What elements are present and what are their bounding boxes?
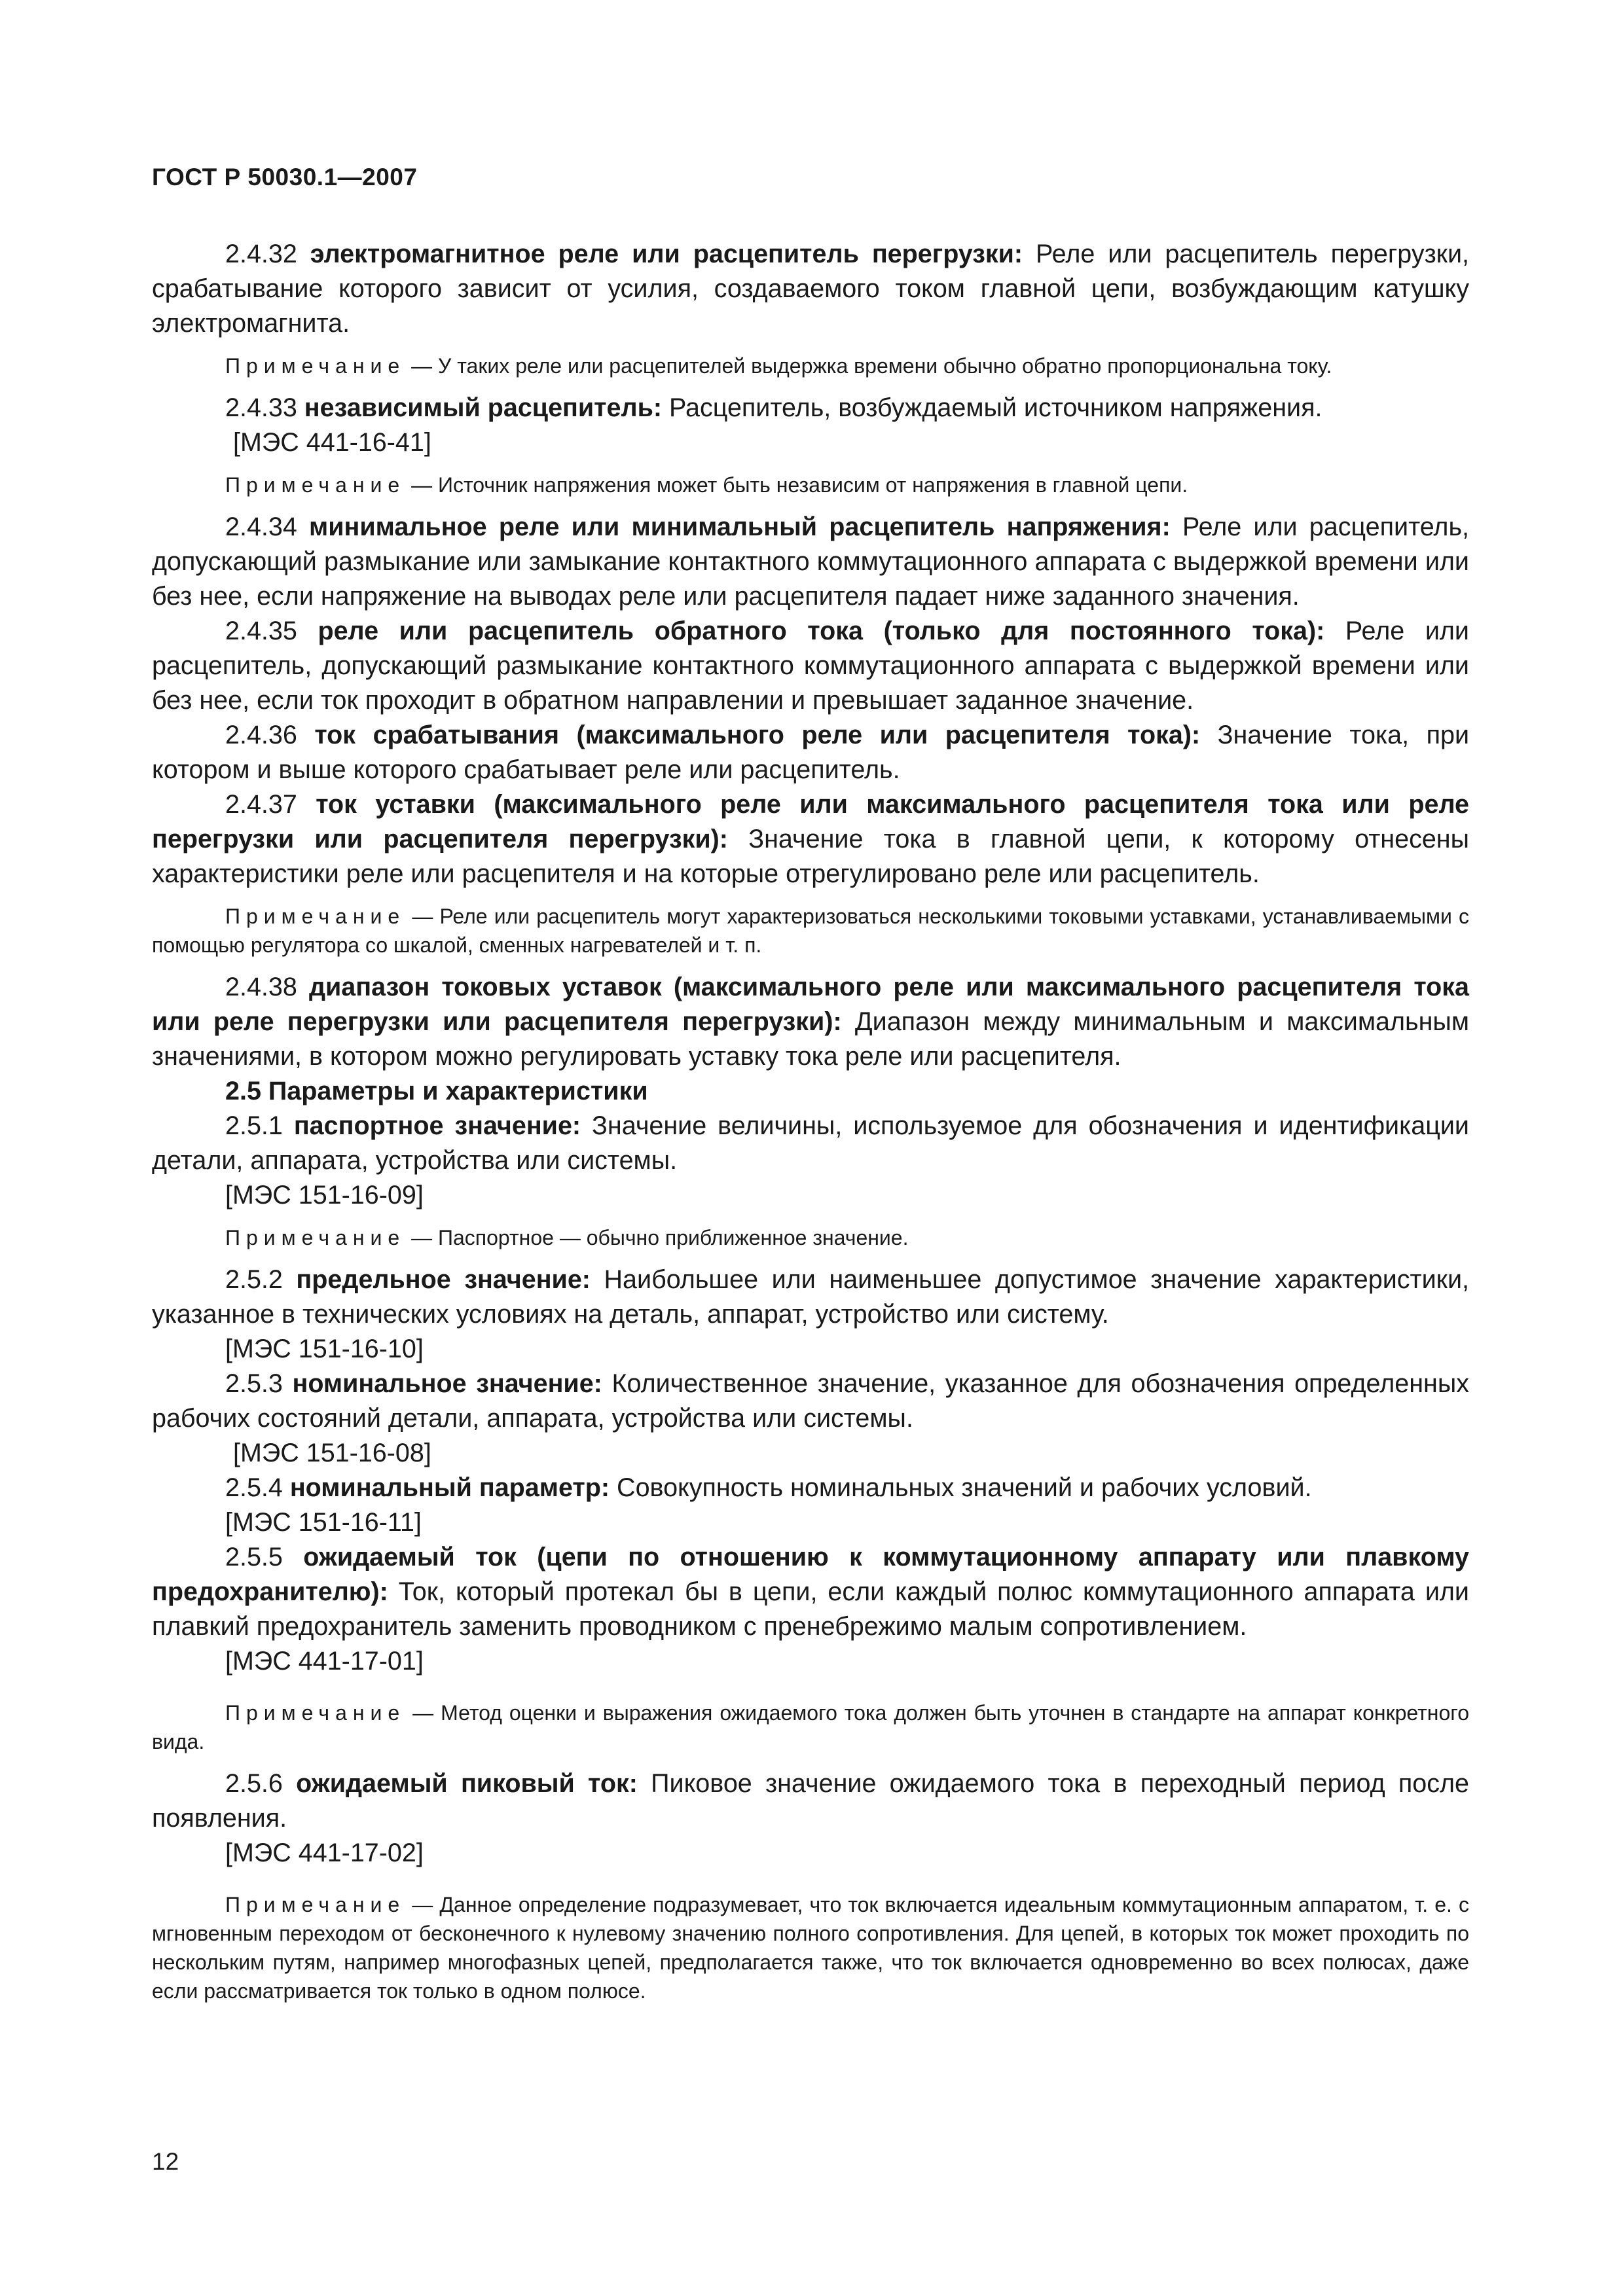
note: Примечание — У таких реле или расцепителей выдержка времени обычно обратно пропорциональна току. (225, 354, 1332, 378)
term: ток уставки (максимального реле или максимального расцепителя тока или реле перегрузки или расцепителя перегрузки): (152, 790, 1469, 853)
note: Примечание — Паспортное — обычно приближенное значение. (225, 1226, 909, 1249)
clause-2-4-38: 2.4.38 диапазон токовых уставок (максимального реле или максимального расцепителя тока или реле перегрузки или расцепителя перегрузки): Диапазон между минимальным и максимальным значениями, в котором можно регулировать уставку тока реле или расцепителя. (152, 973, 1470, 1071)
reference: [МЭС 441-17-02] (225, 1839, 424, 1867)
reference: [МЭС 151-16-11] (225, 1508, 422, 1537)
term: ток срабатывания (максимального реле или расцепителя тока): (314, 721, 1201, 749)
clause-2-4-36: 2.4.36 ток срабатывания (максимального реле или расцепителя тока): Значение тока, при котором и выше которого срабатывает реле или расцепитель. (152, 721, 1470, 784)
term: диапазон токовых уставок (максимального реле или максимального расцепителя тока или реле перегрузки или расцепителя перегрузки): (152, 973, 1470, 1036)
clause-2-4-37: 2.4.37 ток уставки (максимального реле или максимального расцепителя тока или реле перегрузки или расцепителя перегрузки): Значение тока в главной цепи, к которому отнесены характеристики реле или расцепителя и на которые отрегулировано реле или расцепитель. (152, 790, 1470, 888)
clause-2-4-34: 2.4.34 минимальное реле или минимальный расцепитель напряжения: Реле или расцепитель, допускающий размыкание или замыкание контактного коммутационного аппарата с выдержкой времени или без нее, если напряжение на выводах реле или расцепителя падает ниже заданного значения. (152, 512, 1469, 611)
term: независимый расцепитель: (304, 393, 663, 422)
clause-2-4-33: 2.4.33 независимый расцепитель: Расцепитель, возбуждаемый источником напряжения. (225, 393, 1322, 422)
note: Примечание — Реле или расцепитель могут характеризоваться несколькими токовыми уставками, устанавливаемыми с помощью регулятора со шкалой, сменных нагревателей и т. п. (152, 905, 1469, 957)
clause-2-5-1: 2.5.1 паспортное значение: Значение величины, используемое для обозначения и идентификации детали, аппарата, устройства или системы. (152, 1111, 1469, 1175)
clause-2-5-6: 2.5.6 ожидаемый пиковый ток: Пиковое значение ожидаемого тока в переходный период после появления. (152, 1769, 1469, 1833)
note: Примечание — Метод оценки и выражения ожидаемого тока должен быть уточнен в стандарте на аппарат конкретного вида. (152, 1701, 1469, 1753)
term: номинальное значение: (292, 1369, 602, 1398)
clause-2-5-5: 2.5.5 ожидаемый ток (цепи по отношению к коммутационному аппарату или плавкому предохранителю): Ток, который протекал бы в цепи, если каждый полюс коммутационного аппарата или плавкий предохранитель заменить проводником с пренебрежимо малым сопротивлением. (152, 1543, 1469, 1641)
reference: [МЭС 151-16-10] (225, 1335, 424, 1363)
clause-2-5-4: 2.5.4 номинальный параметр: Совокупность номинальных значений и рабочих условий. (225, 1473, 1312, 1502)
term: реле или расцепитель обратного тока (только для постоянного тока): (318, 617, 1325, 645)
page-number: 12 (152, 2148, 179, 2175)
clause-2-4-35: 2.4.35 реле или расцепитель обратного тока (только для постоянного тока): Реле или расцепитель, допускающий размыкание контактного коммутационного аппарата с выдержкой времени или без нее, если ток проходит в обратном направлении и превышает заданное значение. (152, 617, 1469, 715)
term: предельное значение: (296, 1265, 591, 1294)
document-body (152, 237, 1469, 2005)
term: электромагнитное реле или расцепитель перегрузки: (310, 240, 1023, 268)
clause-2-5-2: 2.5.2 предельное значение: Наибольшее или наименьшее допустимое значение характеристики, указанное в технических условиях на деталь, аппарат, устройство или систему. (152, 1265, 1469, 1329)
term: паспортное значение: (293, 1111, 581, 1140)
note: Примечание — Источник напряжения может быть независим от напряжения в главной цепи. (225, 473, 1188, 497)
clause-2-5-3: 2.5.3 номинальное значение: Количественное значение, указанное для обозначения определенных рабочих состояний детали, аппарата, устройства или системы. (152, 1369, 1469, 1433)
reference: [МЭС 441-17-01] (225, 1647, 424, 1676)
reference: [МЭС 441-16-41] (233, 428, 431, 457)
document-header: ГОСТ Р 50030.1—2007 (152, 164, 418, 190)
note: Примечание — Данное определение подразумевает, что ток включается идеальным коммутационным аппаратом, т. е. с мгновенным переходом от бесконечного к нулевому значению полного сопротивления. Для цепей, в которых ток может проходить по нескольким путям, например многофазных цепей, предполагается также, что ток включается одновременно во всех полюсах, даже если рассматривается ток только в одном полюсе. (152, 1893, 1469, 2003)
section-heading: 2.5 Параметры и характеристики (225, 1077, 648, 1105)
term: номинальный параметр: (289, 1473, 610, 1502)
term: ожидаемый пиковый ток: (296, 1769, 638, 1798)
clause-2-4-32: 2.4.32 электромагнитное реле или расцепитель перегрузки: Реле или расцепитель перегрузки, срабатывание которого зависит от усилия, создаваемого током главной цепи, возбуждающим катушку электромагнита. (152, 240, 1470, 338)
reference: [МЭС 151-16-09] (225, 1181, 424, 1210)
reference: [МЭС 151-16-08] (233, 1439, 431, 1467)
term: ожидаемый ток (цепи по отношению к коммутационному аппарату или плавкому предохранителю): (152, 1543, 1469, 1606)
term: минимальное реле или минимальный расцепитель напряжения: (309, 512, 1171, 541)
